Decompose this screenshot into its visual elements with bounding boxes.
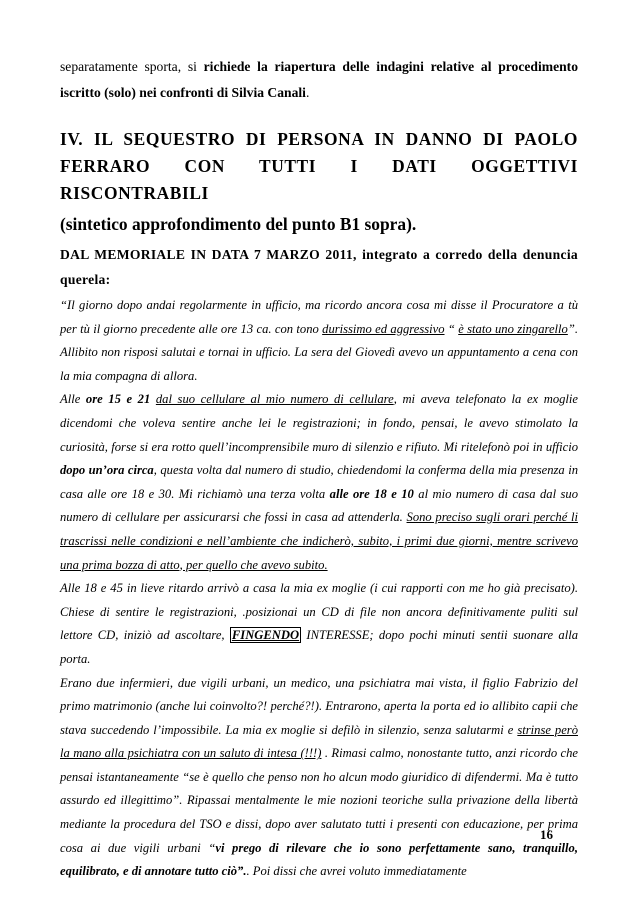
p2-underline-1: dal suo cellulare al mio numero di cellulare <box>155 392 394 407</box>
paragraph-3 <box>60 577 578 671</box>
p2-bold-1: ore 15 e 21 <box>85 392 151 407</box>
p4-text-a: Erano due infermieri, due vigili urbani, un medico, una psichiatra mai vista, il figlio Fabrizio del primo matrimonio (anche lui coinvolto?! perché?!). Entrarono, aperta la porta ed io allibito capii che stava succedendo l’impossibile. La mia ex moglie si defilò in silenzio, senza salutarmi e <box>60 675 578 737</box>
memoriale-note: integrato a corredo della denuncia querela: <box>60 247 578 287</box>
p2-text-a: Alle <box>60 392 86 407</box>
intro-paragraph <box>60 54 578 106</box>
p1-text-a: “Il giorno dopo andai regolarmente in ufficio, ma ricordo ancora cosa mi disse il Procuratore a tù per tù il giorno precedente alle ore 13 ca. con tono <box>60 298 578 336</box>
section-subtitle: (sintetico approfondimento del punto B1 sopra). <box>60 214 417 234</box>
document-page <box>60 54 578 884</box>
p1-text-c: ”. Allibito non risposi salutai e tornai in ufficio. La sera del Giovedì avevo un appuntamento a cena con la mia compagna di allora. <box>60 321 578 383</box>
p1-underline-1: durissimo ed aggressivo <box>322 321 445 336</box>
intro-text: separatamente sporta, si <box>60 59 204 74</box>
p2-underline-2: Sono preciso sugli orari perché li trascrissi nelle condizioni e nell’ambiente che indicherò, subito, i primi due giorni, mentre scrivevo una prima bozza di atto, per quello che avevo subito. <box>60 510 579 572</box>
intro-end: . <box>305 85 310 100</box>
p4-text-c: . Poi dissi che avrei voluto immediatamente <box>246 864 467 879</box>
p2-text-d: , questa volta dal numero di studio, chiedendomi la conferma della mia presenza in casa alle ore 18 e 30. Mi richiamò una terza volta <box>60 463 578 501</box>
paragraph-4 <box>60 672 578 884</box>
p4-underline-1: strinse però la mano alla psichiatra con un saluto di intesa (!!!) <box>60 722 578 761</box>
p4-bold-1: vi prego di rilevare che io sono perfettamente sano, tranquillo, equilibrato, e di annotare tutto ciò”. <box>60 840 579 879</box>
p1-text-b: “ <box>444 321 459 336</box>
p2-bold-3: alle ore 18 e 10 <box>329 486 414 501</box>
page-number: 16 <box>540 827 553 842</box>
p4-text-b: . Rimasi calmo, nonostante tutto, anzi ricordo che pensai istantaneamente “se è quello che penso non ho alcun modo giuridico di difendermi. Ma è tutto assurdo ed illegittimo”. Ripassai mentalmente le mie nozioni teoriche sulla privazione della libertà mediante la procedura del TSO e dissi, dopo aver salutato tutti i presenti con educazione, per prima cosa ai due vigili urbani “ <box>60 746 578 855</box>
memoriale-date: DAL MEMORIALE IN DATA 7 MARZO 2011, <box>60 247 363 262</box>
memoriale-heading <box>60 242 578 292</box>
paragraph-1 <box>60 294 578 388</box>
paragraph-2 <box>60 388 578 577</box>
p3-text-a: Alle 18 e 45 in lieve ritardo arrivò a casa la mia ex moglie (i cui rapporti con me ho già precisato). Chiese di sentire le registrazioni, .posizionai un CD di file non ancora definitivamente puliti sul lettore CD, iniziò ad ascoltare, <box>60 581 578 643</box>
p3-text-b: INTERESSE; dopo pochi minuti sentii suonare alla porta. <box>60 628 578 666</box>
p3-boxed-word: FINGENDO <box>231 628 300 643</box>
section-title: IV. IL SEQUESTRO DI PERSONA IN DANNO DI PAOLO FERRARO CON TUTTI I DATI OGGETTIVI RISCONTRABILI <box>60 129 578 203</box>
p1-underline-2: è stato uno zingarello <box>458 321 568 336</box>
intro-bold: richiede la riapertura delle indagini relative al procedimento iscritto (solo) nei confronti di Silvia Canali <box>60 59 578 100</box>
p2-bold-2: dopo un’ora circa <box>60 463 154 478</box>
p2-text-e: al mio numero di casa dal suo numero di cellulare per assicurarsi che fossi in casa ad attenderla. <box>60 486 579 525</box>
p2-text-c: , mi aveva telefonato la ex moglie dicendomi che voleva sentire anche lei le registrazioni; in fondo, pensai, le avevo stimolato la curiosità, forse si era rotto quell’incomprensibile muro di silenzio e rifiuto. Mi ritelefonò poi in ufficio <box>60 392 578 454</box>
